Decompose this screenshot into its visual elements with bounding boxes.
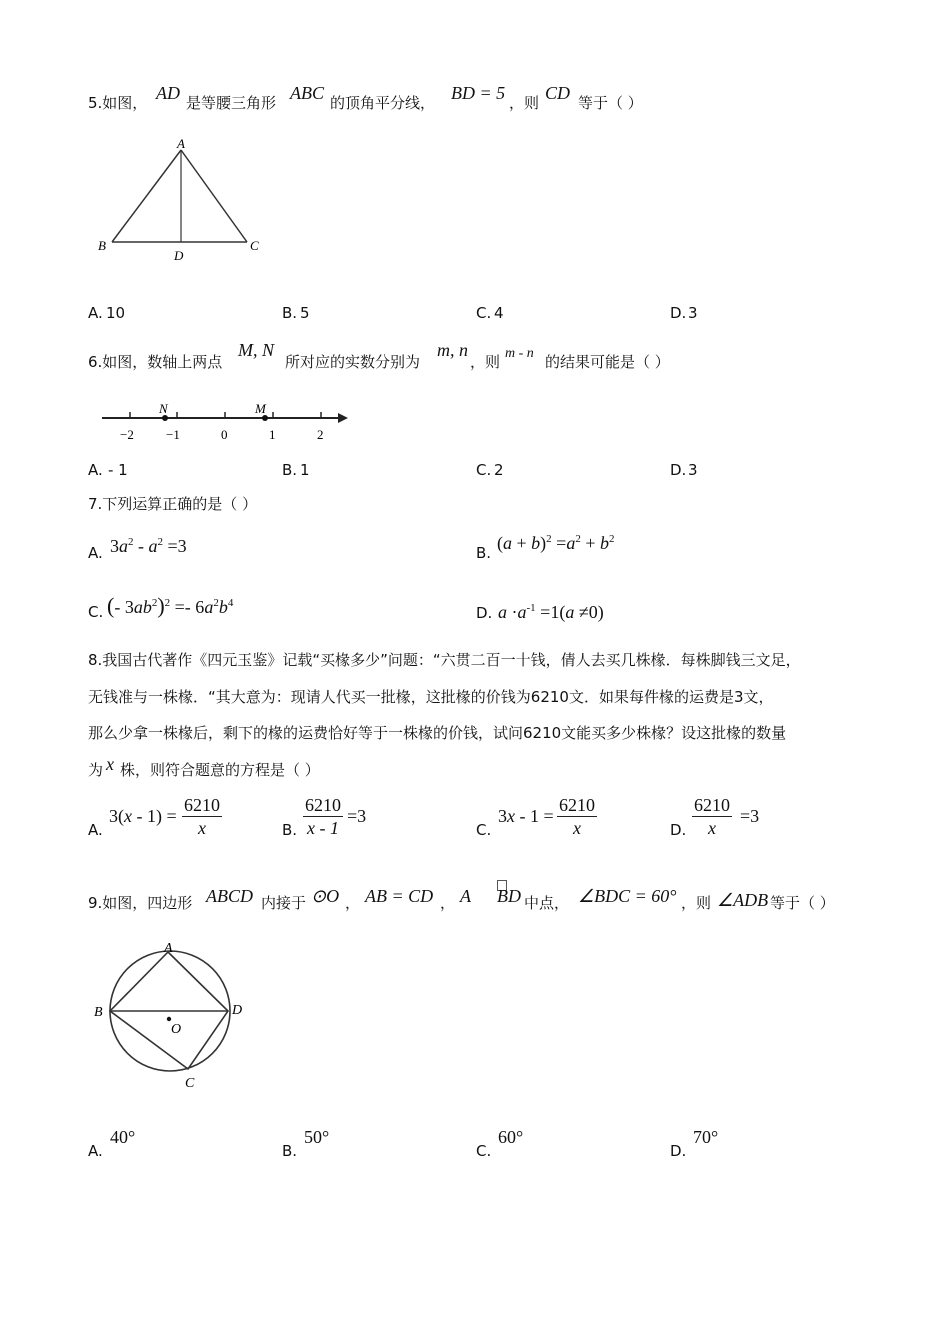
q7-option-a-label: A. [88,544,103,562]
q8-line-4-start: 为 [88,761,104,779]
q9-label-a: A [164,941,173,956]
q6-tick-2: 2 [317,427,324,442]
q9-text-1: 内接于 [261,894,307,912]
q5-option-b-label: B. [282,304,298,322]
q5-option-b-value: 5 [300,304,310,322]
q5-label-a: A [177,136,185,151]
q9-option-d-label: D. [670,1142,687,1160]
q9-option-b-value: 50° [304,1127,330,1147]
q9-option-a-label: A. [88,1142,103,1160]
q9-text-5: ，则 [681,894,712,912]
q9-option-a-value: 40° [110,1127,136,1147]
q5-math-abc: ABC [290,83,324,103]
q9-label-b: B [94,1005,103,1020]
q9-label-o: O [171,1022,182,1037]
q5-text-2: 的顶角平分线， [330,94,436,112]
q8-line-1: 8.我国古代著作《四元玉鉴》记载“买椽多少”问题：“六贯二百一十钱，倩人去买几株椽．每株脚钱三文足， [88,651,801,669]
q8-option-a-label: A. [88,821,103,839]
q7-option-a-formula: $3a^2 - a^2 =3$ [110,536,187,556]
q9-math-bd: BD [497,886,521,906]
q8-option-b-fraction: $\frac{6210}{x - 1}$ [305,795,341,838]
q9-math-circle-o: ⊙O [311,886,340,906]
q6-math-mn-values: m, n [437,340,468,360]
q7-option-d-label: D. [476,604,493,622]
q8-option-c-fraction: $\frac{6210}{x}$ [559,795,595,838]
q9-math-abcd: ABCD [206,886,253,906]
q5-text-3: ，则 [509,94,540,112]
q6-option-b-label: B. [282,461,298,479]
q5-math-cd: CD [545,83,571,103]
q7-option-c-label: C. [88,603,104,621]
q6-tick-neg1: −1 [166,427,180,442]
q6-text-1: 所对应的实数分别为 [285,353,421,371]
q9-math-a: A [460,886,471,906]
q6-option-a-value: - 1 [108,461,128,479]
q7-option-b-label: B. [476,544,492,562]
q9-option-d-value: 70° [693,1127,719,1147]
q9-text-2: ， [345,894,361,912]
q6-option-c-label: C. [476,461,492,479]
q9-math-angle-bdc: ∠BDC = 60° [578,886,677,906]
q6-option-d-value: 3 [688,461,698,479]
q6-lead: 6.如图，数轴上两点 [88,353,223,371]
q8-line-2: 无钱准与一株椽．“其大意为：现请人代买一批椽，这批椽的价钱为6210文．如果每件椽的运费是3文， [88,688,774,706]
q6-tick-neg2: −2 [120,427,134,442]
q9-option-c-label: C. [476,1142,492,1160]
q6-option-c-value: 2 [494,461,504,479]
q5-option-c-value: 4 [494,304,504,322]
q6-option-a-label: A. [88,461,103,479]
q5-option-d-value: 3 [688,304,698,322]
q8-option-b-rhs: =3 [347,806,367,826]
q5-label-b: B [98,238,106,253]
q6-option-b-value: 1 [300,461,310,479]
q5-label-d: D [174,248,184,263]
q8-var-x: x [106,754,114,774]
q6-math-m-minus-n: m - n [505,346,534,361]
q5-triangle-figure [92,136,272,266]
q9-text-6: 等于（ ） [770,894,835,912]
q8-option-d-rhs: =3 [740,806,760,826]
q6-number-line [98,398,358,448]
q5-lead: 5.如图， [88,94,148,112]
q6-text-3: 的结果可能是（ ） [545,353,670,371]
q9-math-ab-eq-cd: AB = CD [365,886,434,906]
q7-option-b-formula: $(a + b)^2 =a^2 + b^2$ [497,533,615,553]
q5-text-1: 是等腰三角形 [186,94,277,112]
q6-point-m: M [255,401,266,416]
q9-text-4: 中点， [524,894,570,912]
q5-math-ad: AD [156,83,180,103]
q9-text-3: ， [440,894,456,912]
q5-option-a-value: 10 [106,304,126,322]
q8-option-c-lhs: 3x - 1 = [498,806,554,826]
q9-label-c: C [185,1076,195,1091]
q6-point-n: N [159,401,168,416]
q6-tick-0: 0 [221,427,228,442]
q8-option-b-label: B. [282,821,298,839]
q9-lead: 9.如图，四边形 [88,894,193,912]
q7-option-c-formula: (- $3ab^2)^2 =- 6a^2b^4$ [107,593,234,618]
q8-option-a-fraction: $\frac{6210}{x}$ [184,795,220,838]
q6-text-2: ，则 [470,353,501,371]
q8-line-4-end: 株，则符合题意的方程是（ ） [120,761,320,779]
q5-option-d-label: D. [670,304,687,322]
q7-stem: 7.下列运算正确的是（ ） [88,495,258,513]
q6-math-mn-points: M, N [238,340,274,360]
q9-option-b-label: B. [282,1142,298,1160]
q9-circle-figure [90,938,260,1098]
q5-label-c: C [250,238,259,253]
q6-option-d-label: D. [670,461,687,479]
q7-option-d-formula: $a \cdot a^{-1} =1(a \ne 0)$ [498,602,604,622]
q9-math-angle-adb: ∠ADB [717,890,769,910]
q8-option-c-label: C. [476,821,492,839]
q5-option-c-label: C. [476,304,492,322]
q5-option-a-label: A. [88,304,103,322]
q9-option-c-value: 60° [498,1127,524,1147]
q6-tick-1: 1 [269,427,276,442]
q9-label-d: D [232,1003,243,1018]
q8-line-3: 那么少拿一株椽后，剩下的椽的运费恰好等于一株椽的价钱，试问6210文能买多少株椽？设这批椽的数量 [88,724,787,742]
q5-text-4: 等于（ ） [578,94,643,112]
q8-option-d-fraction: $\frac{6210}{x}$ [694,795,730,838]
q8-option-a-lhs: 3(x - 1) = [109,806,177,826]
q8-option-d-label: D. [670,821,687,839]
q5-math-bd: BD = 5 [451,83,506,103]
